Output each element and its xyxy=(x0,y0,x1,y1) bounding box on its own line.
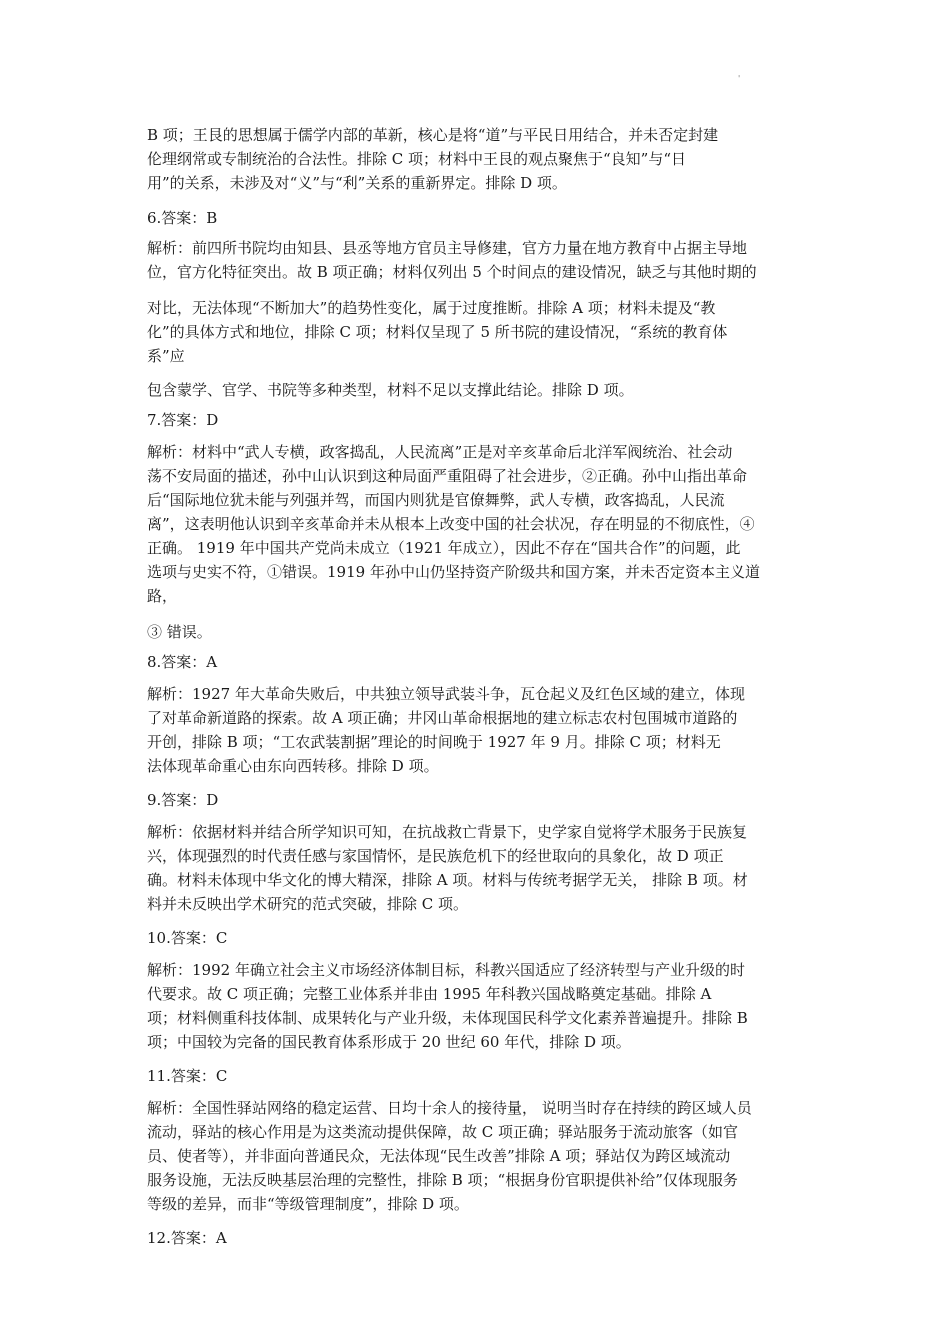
text-line: B 项；王艮的思想属于儒学内部的革新，核心是将“道”与平民日用结合，并未否定封建 xyxy=(147,126,719,144)
text-line: ③ 错误。 xyxy=(147,623,212,641)
text-line: 10.答案：C xyxy=(147,929,228,947)
text-line: 料并未反映出学术研究的范式突破，排除 C 项。 xyxy=(147,895,469,913)
text-line: 解析：全国性驿站网络的稳定运营、日均十余人的接待量， 说明当时存在持续的跨区域人员 xyxy=(147,1099,752,1117)
text-line: 解析：材料中“武人专横，政客捣乱，人民流离”正是对辛亥革命后北洋军阀统治、社会动 xyxy=(147,443,733,461)
text-line: 9.答案：D xyxy=(147,791,219,809)
answer-heading xyxy=(147,1226,837,1250)
text-line: 选项与史实不符，①错误。1919 年孙中山仍坚持资产阶级共和国方案，并未否定资本主义道 xyxy=(147,563,760,581)
text-line: 了对革命新道路的探索。故 A 项正确；井冈山革命根据地的建立标志农村包围城市道路的 xyxy=(147,709,738,727)
paragraph xyxy=(147,440,837,608)
text-line: 对比，无法体现“不断加大”的趋势性变化，属于过度推断。排除 A 项；材料未提及“教 xyxy=(147,299,716,317)
text-line: 正确。 1919 年中国共产党尚未成立（1921 年成立），因此不存在“国共合作”的问题，此 xyxy=(147,539,741,557)
answer-heading xyxy=(147,206,837,230)
text-line: 化”的具体方式和地位，排除 C 项；材料仅呈现了 5 所书院的建设情况，“系统的教育体 xyxy=(147,323,728,341)
text-line: 确。材料未体现中华文化的博大精深，排除 A 项。材料与传统考据学无关， 排除 B 项。材 xyxy=(147,871,748,889)
answer-heading xyxy=(147,408,837,432)
text-line: 离”，这表明他认识到辛亥革命并未从根本上改变中国的社会状况，存在明显的不彻底性，④ xyxy=(147,515,755,533)
paragraph xyxy=(147,958,837,1054)
text-line: 法体现革命重心由东向西转移。排除 D 项。 xyxy=(147,757,439,775)
paragraph xyxy=(147,378,837,402)
text-line: 后“国际地位犹未能与列强并驾，而国内则犹是官僚舞弊，武人专横，政客捣乱，人民流 xyxy=(147,491,725,509)
text-line: 等级的差异，而非“等级管理制度”，排除 D 项。 xyxy=(147,1195,469,1213)
text-line: 荡不安局面的描述，孙中山认识到这种局面严重阻碍了社会进步，②正确。孙中山指出革命 xyxy=(147,467,748,485)
paragraph xyxy=(147,820,837,916)
text-line: 11.答案：C xyxy=(147,1067,228,1085)
text-line: 开创，排除 B 项；“工农武装割据”理论的时间晚于 1927 年 9 月。排除 C 项；材料无 xyxy=(147,733,721,751)
text-line: 6.答案：B xyxy=(147,209,218,227)
text-line: 代要求。故 C 项正确；完整工业体系并非由 1995 年科教兴国战略奠定基础。排除 A xyxy=(147,985,712,1003)
paragraph xyxy=(147,620,837,644)
text-line: 8.答案：A xyxy=(147,653,218,671)
header-mark: ' xyxy=(738,74,741,83)
text-line: 12.答案：A xyxy=(147,1229,227,1247)
answer-heading xyxy=(147,650,837,674)
text-line: 项；中国较为完备的国民教育体系形成于 20 世纪 60 年代，排除 D 项。 xyxy=(147,1033,631,1051)
answer-heading xyxy=(147,926,837,950)
paragraph xyxy=(147,1096,837,1216)
text-line: 服务设施，无法反映基层治理的完整性，排除 B 项；“根据身份官职提供补给”仅体现服务 xyxy=(147,1171,738,1189)
text-line: 伦理纲常或专制统治的合法性。排除 C 项；材料中王艮的观点聚焦于“良知”与“日 xyxy=(147,150,687,168)
text-line: 路， xyxy=(147,587,178,605)
text-line: 7.答案：D xyxy=(147,411,219,429)
text-line: 解析：前四所书院均由知县、县丞等地方官员主导修建，官方力量在地方教育中占据主导地 xyxy=(147,239,748,257)
paragraph xyxy=(147,123,837,195)
text-line: 流动，驿站的核心作用是为这类流动提供保障，故 C 项正确；驿站服务于流动旅客（如官 xyxy=(147,1123,739,1141)
paragraph xyxy=(147,682,837,778)
paragraph xyxy=(147,236,837,284)
text-line: 兴，体现强烈的时代责任感与家国情怀，是民族危机下的经世取向的具象化，故 D 项正 xyxy=(147,847,724,865)
text-line: 位，官方化特征突出。故 B 项正确；材料仅列出 5 个时间点的建设情况，缺乏与其他时期的 xyxy=(147,263,757,281)
text-line: 项；材料侧重科技体制、成果转化与产业升级，未体现国民科学文化素养普遍提升。排除 B xyxy=(147,1009,748,1027)
answer-heading xyxy=(147,1064,837,1088)
text-line: 解析：1927 年大革命失败后，中共独立领导武装斗争，瓦仓起义及红色区域的建立，体现 xyxy=(147,685,745,703)
paragraph xyxy=(147,296,837,368)
answer-heading xyxy=(147,788,837,812)
text-line: 解析：1992 年确立社会主义市场经济体制目标，科教兴国适应了经济转型与产业升级的时 xyxy=(147,961,745,979)
text-line: 解析：依据材料并结合所学知识可知，在抗战救亡背景下，史学家自觉将学术服务于民族复 xyxy=(147,823,748,841)
text-line: 包含蒙学、官学、书院等多种类型，材料不足以支撑此结论。排除 D 项。 xyxy=(147,381,634,399)
text-line: 用”的关系，未涉及对“义”与“利”关系的重新界定。排除 D 项。 xyxy=(147,174,567,192)
text-line: 系”应 xyxy=(147,347,185,365)
text-line: 员、使者等），并非面向普通民众，无法体现“民生改善”排除 A 项；驿站仅为跨区域流动 xyxy=(147,1147,731,1165)
